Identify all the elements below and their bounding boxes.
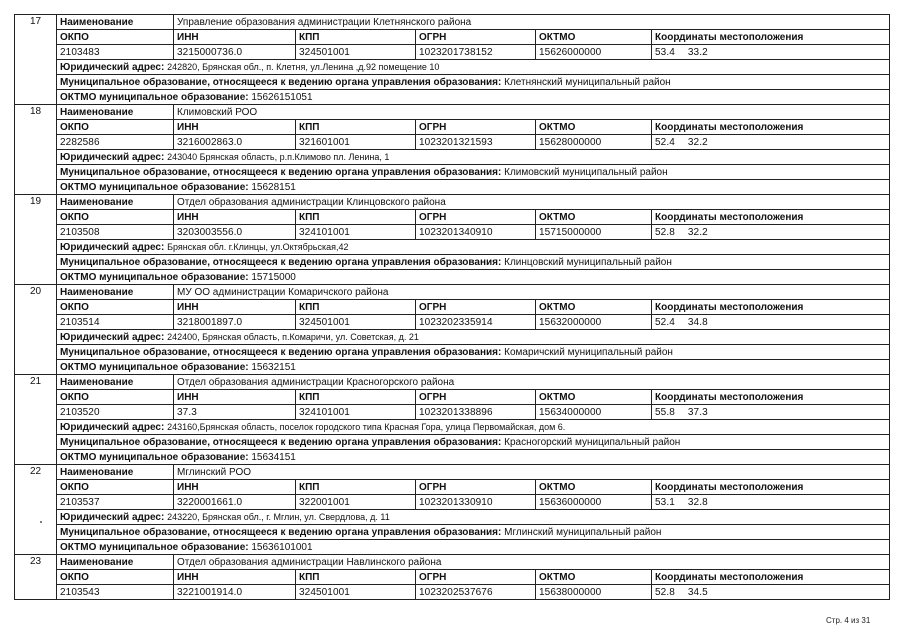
legal-address-row <box>15 420 890 435</box>
legal-address-row <box>15 510 890 525</box>
coordinates-label: Координаты местоположения <box>652 30 890 45</box>
oktmo-mo-label: ОКТМО муниципальное образование: <box>60 181 249 193</box>
oktmo-mo-row <box>15 360 890 375</box>
ogrn-value: 1023202335914 <box>416 315 536 330</box>
municipality-label: Муниципальное образование, относящееся к ведению органа управления образования: <box>60 436 502 448</box>
codes-header-row <box>15 480 890 495</box>
oktmo-mo-row <box>15 540 890 555</box>
codes-header-row <box>15 390 890 405</box>
latitude-value: 53.1 <box>655 496 675 508</box>
coordinates-value <box>652 585 890 600</box>
oktmo-label: ОКТМО <box>536 300 652 315</box>
oktmo-label: ОКТМО <box>536 30 652 45</box>
kpp-value: 324501001 <box>296 45 416 60</box>
longitude-value: 34.5 <box>687 586 708 598</box>
legal-address <box>57 60 890 75</box>
ogrn-label: ОГРН <box>416 210 536 225</box>
okpo-label: ОКПО <box>57 390 174 405</box>
longitude-value: 32.8 <box>687 496 708 508</box>
coordinates-value <box>652 135 890 150</box>
oktmo-mo-value: 15634151 <box>251 451 296 463</box>
record-name-row <box>15 15 890 30</box>
coordinates-label: Координаты местоположения <box>652 210 890 225</box>
inn-value: 3203003556.0 <box>174 225 296 240</box>
codes-header-row <box>15 300 890 315</box>
kpp-value: 324101001 <box>296 405 416 420</box>
coordinates-value <box>652 315 890 330</box>
legal-address-label: Юридический адрес: <box>60 331 165 343</box>
codes-header-row <box>15 30 890 45</box>
inn-value: 3221001914.0 <box>174 585 296 600</box>
oktmo-value: 15626000000 <box>536 45 652 60</box>
municipality <box>57 435 890 450</box>
coordinates-value <box>652 225 890 240</box>
legal-address-value: 243040 Брянская область, р.п.Климово пл. Ленина, 1 <box>167 151 390 162</box>
kpp-label: КПП <box>296 120 416 135</box>
latitude-value: 55.8 <box>655 406 675 418</box>
legal-address-label: Юридический адрес: <box>60 61 165 73</box>
legal-address-value: 243220, Брянская обл., г. Мглин, ул. Свердлова, д. 11 <box>167 511 390 522</box>
okpo-value: 2103543 <box>57 585 174 600</box>
codes-value-row <box>15 405 890 420</box>
ogrn-value: 1023201340910 <box>416 225 536 240</box>
municipality-value: Климовский муниципальный район <box>504 166 668 178</box>
record-name-row <box>15 375 890 390</box>
oktmo-municipality <box>57 180 890 195</box>
oktmo-value: 15715000000 <box>536 225 652 240</box>
longitude-value: 32.2 <box>687 226 708 238</box>
codes-value-row <box>15 495 890 510</box>
okpo-value: 2103508 <box>57 225 174 240</box>
record-number: 18 <box>15 105 57 195</box>
legal-address <box>57 240 890 255</box>
oktmo-municipality <box>57 450 890 465</box>
municipality-label: Муниципальное образование, относящееся к ведению органа управления образования: <box>60 256 502 268</box>
oktmo-mo-label: ОКТМО муниципальное образование: <box>60 541 249 553</box>
inn-label: ИНН <box>174 120 296 135</box>
latitude-value: 52.4 <box>655 316 675 328</box>
ogrn-label: ОГРН <box>416 120 536 135</box>
municipality-row <box>15 75 890 90</box>
legal-address-value: 242820, Брянская обл., п. Клетня, ул.Ленина ,д.92 помещение 10 <box>167 61 440 72</box>
latitude-value: 52.4 <box>655 136 675 148</box>
oktmo-municipality <box>57 90 890 105</box>
inn-label: ИНН <box>174 570 296 585</box>
organization-name: Мглинский РОО <box>174 465 890 480</box>
oktmo-mo-row <box>15 270 890 285</box>
okpo-label: ОКПО <box>57 120 174 135</box>
oktmo-label: ОКТМО <box>536 210 652 225</box>
registry-body <box>15 15 890 600</box>
coordinates-label: Координаты местоположения <box>652 480 890 495</box>
codes-value-row <box>15 135 890 150</box>
ogrn-label: ОГРН <box>416 570 536 585</box>
municipality-row <box>15 345 890 360</box>
legal-address-row <box>15 60 890 75</box>
oktmo-label: ОКТМО <box>536 120 652 135</box>
oktmo-mo-label: ОКТМО муниципальное образование: <box>60 271 249 283</box>
oktmo-label: ОКТМО <box>536 570 652 585</box>
coordinates-value <box>652 45 890 60</box>
kpp-label: КПП <box>296 210 416 225</box>
municipality-row <box>15 435 890 450</box>
legal-address-label: Юридический адрес: <box>60 511 165 523</box>
oktmo-municipality <box>57 540 890 555</box>
legal-address-row <box>15 330 890 345</box>
inn-value: 3218001897.0 <box>174 315 296 330</box>
okpo-label: ОКПО <box>57 480 174 495</box>
ogrn-label: ОГРН <box>416 390 536 405</box>
municipality-value: Клетнянский муниципальный район <box>504 76 671 88</box>
oktmo-value: 15634000000 <box>536 405 652 420</box>
municipality <box>57 345 890 360</box>
oktmo-municipality <box>57 270 890 285</box>
coordinates-value <box>652 405 890 420</box>
latitude-value: 53.4 <box>655 46 675 58</box>
longitude-value: 33.2 <box>687 46 708 58</box>
legal-address <box>57 420 890 435</box>
legal-address-label: Юридический адрес: <box>60 421 165 433</box>
record-name-row <box>15 105 890 120</box>
municipality-row <box>15 165 890 180</box>
longitude-value: 32.2 <box>687 136 708 148</box>
oktmo-value: 15628000000 <box>536 135 652 150</box>
ogrn-label: ОГРН <box>416 480 536 495</box>
legal-address <box>57 150 890 165</box>
longitude-value: 34.8 <box>687 316 708 328</box>
legal-address-row <box>15 240 890 255</box>
inn-label: ИНН <box>174 30 296 45</box>
okpo-value: 2103514 <box>57 315 174 330</box>
kpp-label: КПП <box>296 390 416 405</box>
kpp-label: КПП <box>296 300 416 315</box>
oktmo-mo-label: ОКТМО муниципальное образование: <box>60 451 249 463</box>
okpo-label: ОКПО <box>57 570 174 585</box>
municipality <box>57 75 890 90</box>
inn-label: ИНН <box>174 210 296 225</box>
coordinates-label: Координаты местоположения <box>652 120 890 135</box>
coordinates-label: Координаты местоположения <box>652 570 890 585</box>
inn-label: ИНН <box>174 390 296 405</box>
oktmo-mo-row <box>15 90 890 105</box>
ogrn-value: 1023201321593 <box>416 135 536 150</box>
oktmo-mo-value: 15636101001 <box>251 541 313 553</box>
organization-name: Отдел образования администрации Навлинского района <box>174 555 890 570</box>
organization-name: Климовский РОО <box>174 105 890 120</box>
organization-name: Управление образования администрации Клетнянского района <box>174 15 890 30</box>
legal-address-row <box>15 150 890 165</box>
municipality <box>57 165 890 180</box>
municipality-label: Муниципальное образование, относящееся к ведению органа управления образования: <box>60 346 502 358</box>
kpp-value: 324501001 <box>296 315 416 330</box>
legal-address-label: Юридический адрес: <box>60 241 165 253</box>
codes-header-row <box>15 120 890 135</box>
municipality-value: Мглинский муниципальный район <box>504 526 662 538</box>
inn-label: ИНН <box>174 480 296 495</box>
municipality-value: Клинцовский муниципальный район <box>504 256 672 268</box>
record-number: 23 <box>15 555 57 600</box>
coordinates-label: Координаты местоположения <box>652 390 890 405</box>
okpo-value: 2103537 <box>57 495 174 510</box>
okpo-value: 2103520 <box>57 405 174 420</box>
kpp-value: 321601001 <box>296 135 416 150</box>
oktmo-mo-value: 15626151051 <box>251 91 313 103</box>
legal-address <box>57 510 890 525</box>
oktmo-mo-row <box>15 450 890 465</box>
ogrn-value: 1023201338896 <box>416 405 536 420</box>
latitude-value: 52.8 <box>655 226 675 238</box>
record-name-row <box>15 285 890 300</box>
oktmo-value: 15638000000 <box>536 585 652 600</box>
record-name-row <box>15 465 890 480</box>
ogrn-label: ОГРН <box>416 300 536 315</box>
name-label: Наименование <box>57 465 174 480</box>
record-name-row <box>15 555 890 570</box>
oktmo-mo-value: 15632151 <box>251 361 296 373</box>
inn-value: 3215000736.0 <box>174 45 296 60</box>
codes-value-row <box>15 315 890 330</box>
record-number: 21 <box>15 375 57 465</box>
coordinates-value <box>652 495 890 510</box>
municipality-label: Муниципальное образование, относящееся к ведению органа управления образования: <box>60 166 502 178</box>
okpo-label: ОКПО <box>57 300 174 315</box>
scan-speck <box>40 521 42 523</box>
municipality <box>57 255 890 270</box>
kpp-label: КПП <box>296 30 416 45</box>
ogrn-label: ОГРН <box>416 30 536 45</box>
oktmo-mo-value: 15715000 <box>251 271 296 283</box>
municipality-value: Красногорский муниципальный район <box>504 436 681 448</box>
legal-address-value: 243160,Брянская область, поселок городского типа Красная Гора, улица Первомайская, дом 6. <box>167 421 566 432</box>
codes-value-row <box>15 45 890 60</box>
municipality-row <box>15 525 890 540</box>
legal-address-value: 242400, Брянская область, п.Комаричи, ул. Советская, д. 21 <box>167 331 419 342</box>
municipality-label: Муниципальное образование, относящееся к ведению органа управления образования: <box>60 76 502 88</box>
name-label: Наименование <box>57 555 174 570</box>
organization-name: Отдел образования администрации Клинцовского района <box>174 195 890 210</box>
legal-address-label: Юридический адрес: <box>60 151 165 163</box>
oktmo-value: 15632000000 <box>536 315 652 330</box>
record-number: 19 <box>15 195 57 285</box>
oktmo-label: ОКТМО <box>536 390 652 405</box>
oktmo-label: ОКТМО <box>536 480 652 495</box>
coordinates-label: Координаты местоположения <box>652 300 890 315</box>
okpo-label: ОКПО <box>57 30 174 45</box>
oktmo-municipality <box>57 360 890 375</box>
ogrn-value: 1023202537676 <box>416 585 536 600</box>
kpp-value: 324501001 <box>296 585 416 600</box>
kpp-value: 324101001 <box>296 225 416 240</box>
latitude-value: 52.8 <box>655 586 675 598</box>
inn-value: 37.3 <box>174 405 296 420</box>
okpo-value: 2282586 <box>57 135 174 150</box>
name-label: Наименование <box>57 195 174 210</box>
municipality-row <box>15 255 890 270</box>
registry-table <box>14 14 890 600</box>
record-number: 22 <box>15 465 57 555</box>
legal-address-value: Брянская обл. г.Клинцы, ул.Октябрьская,42 <box>167 241 349 252</box>
name-label: Наименование <box>57 15 174 30</box>
oktmo-value: 15636000000 <box>536 495 652 510</box>
codes-header-row <box>15 210 890 225</box>
oktmo-mo-label: ОКТМО муниципальное образование: <box>60 91 249 103</box>
municipality-label: Муниципальное образование, относящееся к ведению органа управления образования: <box>60 526 502 538</box>
okpo-label: ОКПО <box>57 210 174 225</box>
municipality <box>57 525 890 540</box>
oktmo-mo-label: ОКТМО муниципальное образование: <box>60 361 249 373</box>
page-number: Стр. 4 из 31 <box>826 616 871 625</box>
record-number: 20 <box>15 285 57 375</box>
kpp-value: 322001001 <box>296 495 416 510</box>
municipality-value: Комаричский муниципальный район <box>504 346 673 358</box>
kpp-label: КПП <box>296 480 416 495</box>
name-label: Наименование <box>57 375 174 390</box>
inn-value: 3216002863.0 <box>174 135 296 150</box>
name-label: Наименование <box>57 105 174 120</box>
organization-name: Отдел образования администрации Красногорского района <box>174 375 890 390</box>
ogrn-value: 1023201330910 <box>416 495 536 510</box>
organization-name: МУ ОО администрации Комаричского района <box>174 285 890 300</box>
codes-header-row <box>15 570 890 585</box>
inn-value: 3220001661.0 <box>174 495 296 510</box>
codes-value-row <box>15 585 890 600</box>
legal-address <box>57 330 890 345</box>
codes-value-row <box>15 225 890 240</box>
longitude-value: 37.3 <box>687 406 708 418</box>
oktmo-mo-row <box>15 180 890 195</box>
name-label: Наименование <box>57 285 174 300</box>
record-number: 17 <box>15 15 57 105</box>
inn-label: ИНН <box>174 300 296 315</box>
kpp-label: КПП <box>296 570 416 585</box>
record-name-row <box>15 195 890 210</box>
ogrn-value: 1023201738152 <box>416 45 536 60</box>
oktmo-mo-value: 15628151 <box>251 181 296 193</box>
okpo-value: 2103483 <box>57 45 174 60</box>
